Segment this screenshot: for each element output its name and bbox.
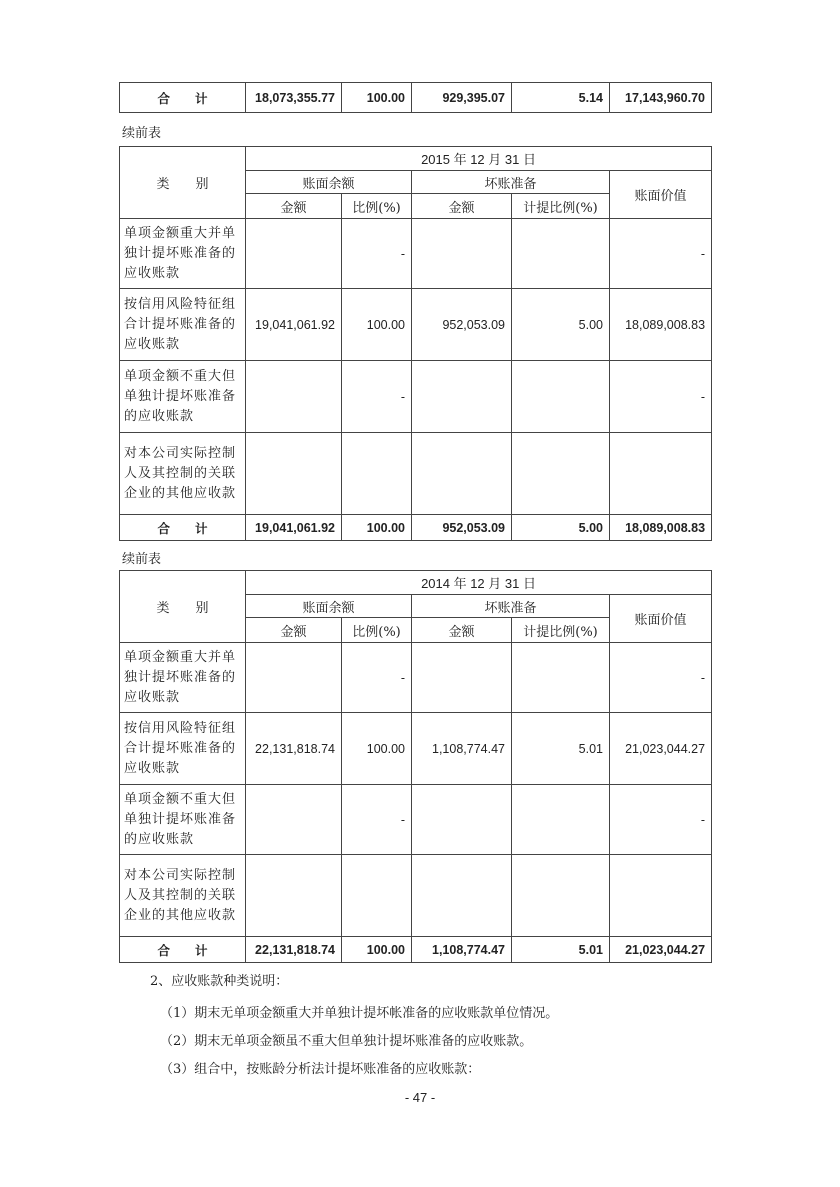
row-provision-ratio	[512, 785, 610, 855]
total-ratio: 100.00	[342, 515, 412, 541]
header-provision-ratio: 计提比例(%)	[512, 194, 610, 219]
total-amount: 19,041,061.92	[246, 515, 342, 541]
row-amount	[246, 219, 342, 289]
header-bad-debt-reserve: 坏账准备	[412, 595, 610, 618]
row-ratio: -	[342, 219, 412, 289]
row-bad-debt: 1,108,774.47	[412, 713, 512, 785]
top-total-table	[119, 82, 712, 113]
table-row	[120, 785, 712, 855]
table-row	[120, 219, 712, 289]
note-item-1: （1）期末无单项金额重大并单独计提坏帐准备的应收账款单位情况。	[160, 1006, 559, 1021]
row-amount	[246, 643, 342, 713]
header-date: 2014 年 12 月 31 日	[246, 571, 712, 595]
row-category: 单项金额重大并单独计提坏账准备的应收账款	[120, 219, 246, 289]
top-total-ratio: 100.00	[342, 83, 412, 113]
header-date: 2015 年 12 月 31 日	[246, 147, 712, 171]
total-provision-ratio: 5.01	[512, 937, 610, 963]
row-provision-ratio	[512, 361, 610, 433]
row-provision-ratio	[512, 219, 610, 289]
table-row	[120, 433, 712, 515]
header-category: 类 别	[120, 571, 246, 643]
top-total-amount: 18,073,355.77	[246, 83, 342, 113]
table-row	[120, 643, 712, 713]
row-book-value: -	[610, 643, 712, 713]
row-category: 按信用风险特征组合计提坏账准备的应收账款	[120, 713, 246, 785]
row-category: 单项金额重大并单独计提坏账准备的应收账款	[120, 643, 246, 713]
total-label: 合 计	[120, 937, 246, 963]
total-book-value: 21,023,044.27	[610, 937, 712, 963]
total-bad-debt: 1,108,774.47	[412, 937, 512, 963]
table-2014	[119, 570, 712, 963]
header-amount: 金额	[412, 618, 512, 643]
header-amount: 金额	[246, 194, 342, 219]
row-category: 单项金额不重大但单独计提坏账准备的应收账款	[120, 361, 246, 433]
total-provision-ratio: 5.00	[512, 515, 610, 541]
total-book-value: 18,089,008.83	[610, 515, 712, 541]
row-book-value: -	[610, 361, 712, 433]
total-bad-debt: 952,053.09	[412, 515, 512, 541]
row-ratio: 100.00	[342, 713, 412, 785]
row-bad-debt	[412, 855, 512, 937]
row-ratio: -	[342, 785, 412, 855]
table-2015	[119, 146, 712, 541]
top-total-bad-debt: 929,395.07	[412, 83, 512, 113]
row-book-value: -	[610, 219, 712, 289]
row-book-value	[610, 855, 712, 937]
row-category: 对本公司实际控制人及其控制的关联企业的其他应收款	[120, 433, 246, 515]
row-provision-ratio: 5.01	[512, 713, 610, 785]
row-book-value	[610, 433, 712, 515]
page-number: - 47 -	[404, 1090, 436, 1105]
row-bad-debt	[412, 785, 512, 855]
header-category: 类 别	[120, 147, 246, 219]
row-amount	[246, 785, 342, 855]
table-row	[120, 713, 712, 785]
row-ratio	[342, 855, 412, 937]
total-label: 合 计	[120, 515, 246, 541]
top-total-book-value: 17,143,960.70	[610, 83, 712, 113]
table-2015-caption: 续前表	[122, 126, 162, 141]
row-amount	[246, 361, 342, 433]
row-provision-ratio	[512, 433, 610, 515]
header-provision-ratio: 计提比例(%)	[512, 618, 610, 643]
row-amount: 22,131,818.74	[246, 713, 342, 785]
header-book-balance: 账面余额	[246, 595, 412, 618]
header-book-balance: 账面余额	[246, 171, 412, 194]
row-category: 按信用风险特征组合计提坏账准备的应收账款	[120, 289, 246, 361]
table-row	[120, 855, 712, 937]
header-ratio: 比例(%)	[342, 194, 412, 219]
row-book-value: 21,023,044.27	[610, 713, 712, 785]
header-book-value: 账面价值	[610, 595, 712, 643]
row-bad-debt: 952,053.09	[412, 289, 512, 361]
row-provision-ratio	[512, 855, 610, 937]
row-amount	[246, 433, 342, 515]
row-ratio	[342, 433, 412, 515]
top-total-provision-ratio: 5.14	[512, 83, 610, 113]
table-row	[120, 361, 712, 433]
header-book-value: 账面价值	[610, 171, 712, 219]
total-row	[120, 937, 712, 963]
note-item-2: （2）期末无单项金额虽不重大但单独计提坏账准备的应收账款。	[160, 1034, 533, 1049]
header-amount: 金额	[246, 618, 342, 643]
total-row	[120, 515, 712, 541]
row-amount	[246, 855, 342, 937]
row-ratio: 100.00	[342, 289, 412, 361]
top-total-label: 合 计	[120, 83, 246, 113]
notes-heading: 2、应收账款种类说明：	[150, 974, 289, 989]
row-book-value: -	[610, 785, 712, 855]
header-amount: 金额	[412, 194, 512, 219]
header-bad-debt-reserve: 坏账准备	[412, 171, 610, 194]
row-bad-debt	[412, 361, 512, 433]
header-ratio: 比例(%)	[342, 618, 412, 643]
total-ratio: 100.00	[342, 937, 412, 963]
row-provision-ratio	[512, 643, 610, 713]
total-amount: 22,131,818.74	[246, 937, 342, 963]
row-book-value: 18,089,008.83	[610, 289, 712, 361]
row-ratio: -	[342, 643, 412, 713]
row-amount: 19,041,061.92	[246, 289, 342, 361]
table-2014-caption: 续前表	[122, 552, 162, 567]
table-row	[120, 289, 712, 361]
row-bad-debt	[412, 643, 512, 713]
row-bad-debt	[412, 433, 512, 515]
row-bad-debt	[412, 219, 512, 289]
row-ratio: -	[342, 361, 412, 433]
row-category: 对本公司实际控制人及其控制的关联企业的其他应收款	[120, 855, 246, 937]
note-item-3: （3）组合中，按账龄分析法计提坏账准备的应收账款：	[160, 1062, 481, 1077]
row-provision-ratio: 5.00	[512, 289, 610, 361]
row-category: 单项金额不重大但单独计提坏账准备的应收账款	[120, 785, 246, 855]
